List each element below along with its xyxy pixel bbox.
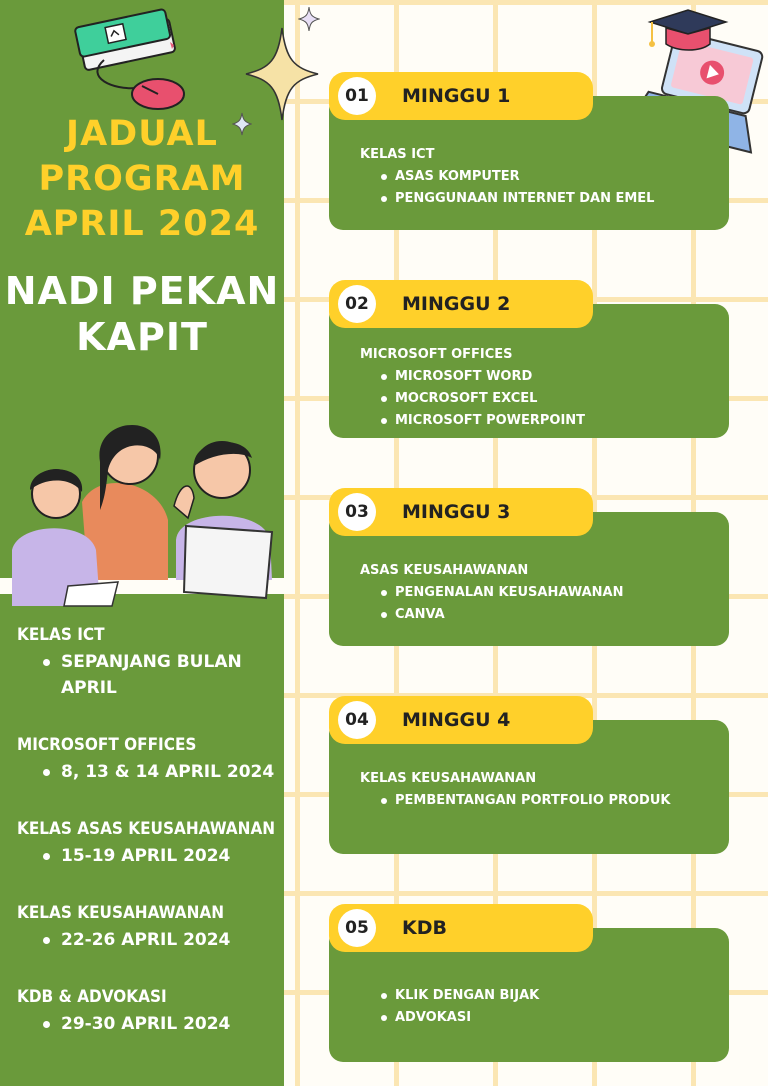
schedule-item: APRIL: [61, 678, 117, 698]
schedule-item: 29-30 APRIL 2024: [17, 1010, 279, 1038]
week-topic: KELAS KEUSAHAWANAN: [360, 771, 537, 786]
sparkle-icon: [298, 6, 320, 32]
schedule-heading: KELAS KEUSAHAWANAN: [17, 903, 225, 923]
week-number-badge: 03: [338, 493, 376, 531]
week-label: MINGGU 2: [402, 293, 511, 315]
subtitle-line-2: KAPIT: [76, 315, 208, 359]
schedule-item: 15-19 APRIL 2024: [17, 842, 279, 870]
title-line-1: JADUAL: [66, 114, 218, 154]
schedule-heading: MICROSOFT OFFICES: [17, 735, 197, 755]
computer-mouse-icon: [128, 74, 190, 114]
week-number-badge: 01: [338, 77, 376, 115]
people-illustration: [8, 410, 284, 610]
sparkle-icon: [242, 24, 322, 124]
schedule-group: [17, 732, 279, 786]
week-card-header: [329, 904, 593, 952]
title-line-2: PROGRAM: [38, 159, 246, 199]
week-point: PENGENALAN KEUSAHAWANAN: [360, 582, 623, 604]
week-card-header: [329, 696, 593, 744]
schedule-group: [17, 900, 279, 954]
week-point: KLIK DENGAN BIJAK: [360, 985, 539, 1007]
week-card-header: [329, 72, 593, 120]
schedule-item: SEPANJANG BULAN: [17, 648, 279, 676]
week-card-header: [329, 488, 593, 536]
schedule-group: [17, 622, 279, 702]
week-point: MICROSOFT WORD: [360, 366, 585, 388]
week-card-content: [360, 560, 623, 626]
week-point: CANVA: [360, 604, 623, 626]
schedule-group: [17, 816, 279, 870]
page-subtitle: [0, 268, 284, 360]
schedule-item: 22-26 APRIL 2024: [17, 926, 279, 954]
week-card-content: [360, 144, 654, 210]
subtitle-line-1: NADI PEKAN: [4, 269, 280, 313]
week-label: KDB: [402, 917, 447, 939]
week-point: ASAS KOMPUTER: [360, 166, 654, 188]
sparkle-icon: [232, 112, 252, 136]
schedule-heading: KELAS ICT: [17, 625, 105, 645]
week-card-content: [360, 985, 539, 1029]
week-topic: ASAS KEUSAHAWANAN: [360, 563, 529, 578]
week-card-header: [329, 280, 593, 328]
week-card-content: [360, 768, 670, 812]
schedule-item: 8, 13 & 14 APRIL 2024: [17, 758, 279, 786]
week-point: PEMBENTANGAN PORTFOLIO PRODUK: [360, 790, 670, 812]
week-label: MINGGU 4: [402, 709, 511, 731]
week-label: MINGGU 1: [402, 85, 511, 107]
title-line-3: APRIL 2024: [24, 204, 260, 244]
week-label: MINGGU 3: [402, 501, 511, 523]
week-point: PENGGUNAAN INTERNET DAN EMEL: [360, 188, 654, 210]
week-point: MICROSOFT POWERPOINT: [360, 410, 585, 432]
schedule-group: [17, 984, 279, 1038]
week-point: MOCROSOFT EXCEL: [360, 388, 585, 410]
week-topic: MICROSOFT OFFICES: [360, 347, 513, 362]
week-point: ADVOKASI: [360, 1007, 539, 1029]
week-number-badge: 02: [338, 285, 376, 323]
schedule-list: [17, 622, 279, 1062]
week-card-content: [360, 344, 585, 432]
week-number-badge: 04: [338, 701, 376, 739]
schedule-heading: KELAS ASAS KEUSAHAWANAN: [17, 819, 276, 839]
schedule-heading: KDB & ADVOKASI: [17, 987, 167, 1007]
week-topic: KELAS ICT: [360, 147, 435, 162]
week-number-badge: 05: [338, 909, 376, 947]
